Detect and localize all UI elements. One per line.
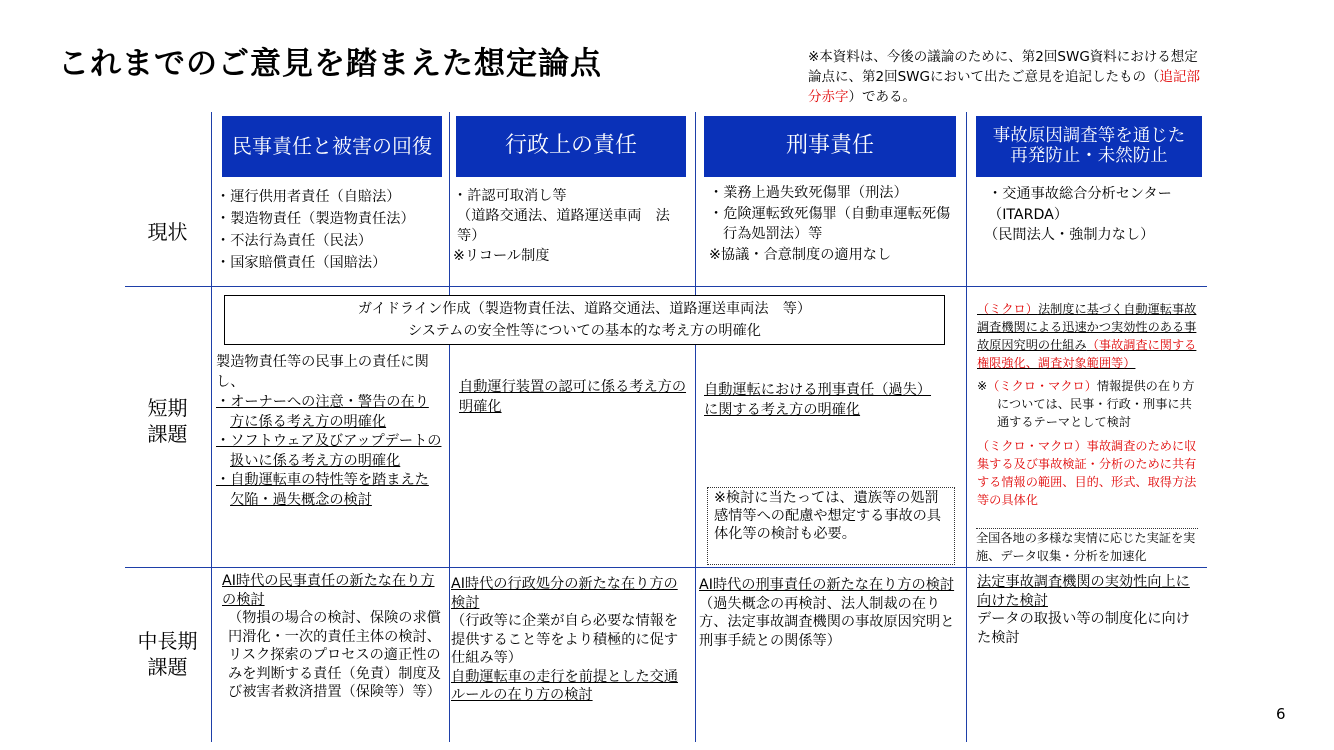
short-admin: 自動運行装置の認可に係る考え方の明確化 [459, 379, 687, 415]
document-note [808, 47, 1298, 107]
list-item: ・製造物責任（製造物責任法） [216, 211, 415, 227]
prevention-item-micro: （ミクロ）法制度に基づく自動運転事故調査機関による迅速かつ実効性のある事故原因究明の仕組み（事故調査に関する権限強化、調査対象範囲等） [977, 302, 1197, 370]
header-prevention: 事故原因調査等を通じた再発防止・未然防止 [976, 116, 1202, 177]
prevention-item-nationwide: 全国各地の多様な実情に応じた実証を実施、データ収集・分析を加速化 [976, 528, 1198, 566]
list-item: （道路交通法、道路運送車両 法 等） [457, 208, 685, 244]
list-item: ・許認可取消し等 [453, 188, 567, 204]
current-admin [453, 186, 691, 266]
row-divider [125, 286, 1207, 287]
prevention-item-scope: （ミクロ・マクロ）事故調査のために収集する及び事故検証・分析のために共有する情報の範囲、目的、形式、取得方法等の具体化 [977, 439, 1197, 507]
list-item: ・交通事故総合分析センター（ITARDA） [988, 186, 1172, 223]
page-title: これまでのご意見を踏まえた想定論点 [58, 46, 602, 82]
header-criminal: 刑事責任 [704, 116, 956, 177]
long-civil: AI時代の民事責任の新たな在り方の検討 （物損の場合の検討、保険の求償円滑化・一次的責任主体の検討、リスク探索のプロセスの適正性のみを判断する責任（免責）制度及び被害者救済措置（保険等）等） [222, 573, 441, 700]
short-criminal: 自動運転における刑事責任（過失）に関する考え方の明確化 [704, 382, 932, 418]
header-civil: 民事責任と被害の回復 [222, 116, 442, 177]
current-civil [216, 186, 448, 274]
column-divider [966, 112, 967, 742]
page-number: 6 [1276, 705, 1286, 723]
note-line-2: 論点に、第2回SWGにおいて出たご意見を追記したもの（追記部 [808, 69, 1200, 85]
current-prevention [984, 184, 1180, 246]
list-item: ・運行供用者責任（自賠法） [216, 189, 401, 205]
long-criminal: AI時代の刑事責任の新たな在り方の検討 （過失概念の再検討、法人制裁の在り方、法定事故調査機関の事故原因究明と刑事手続との関係等） [699, 577, 955, 649]
list-item: ・ソフトウェア及びアップデートの扱いに係る考え方の明確化 [216, 433, 442, 469]
list-item: ・危険運転致死傷罪（自動車運転死傷行為処罰法）等 [709, 205, 951, 242]
list-item: ・業務上過失致死傷罪（刑法） [709, 185, 908, 201]
short-prevention [977, 300, 1201, 509]
list-item: （民間法人・強制力なし） [984, 227, 1155, 243]
row-label-short-term: 短期 課題 [147, 396, 188, 446]
column-divider [449, 112, 450, 742]
long-admin: AI時代の行政処分の新たな在り方の検討 （行政等に企業が自ら必要な情報を提供すること等をより積極的に促す仕組み等） 自動運転車の走行を前提とした交通ルールの在り方の検討 [451, 576, 679, 703]
list-item: ・オーナーへの注意・警告の在り方に係る考え方の明確化 [216, 394, 429, 430]
list-item: ・国家賠償責任（国賠法） [216, 255, 387, 271]
prevention-item-info: ※（ミクロ・マクロ）情報提供の在り方については、民事・行政・刑事に共通するテーマとして検討 [977, 379, 1195, 429]
row-divider [125, 567, 1207, 568]
column-divider [695, 112, 696, 742]
current-criminal [709, 183, 959, 265]
list-item: ・自動運転車の特性等を踏まえた欠陥・過失概念の検討 [216, 472, 429, 508]
list-item: ・不法行為責任（民法） [216, 233, 373, 249]
criminal-note-box: ※検討に当たっては、遺族等の処罰感情等への配慮や想定する事故の具体化等の検討も必要。 [707, 487, 955, 565]
long-prevention: 法定事故調査機関の実効性向上に向けた検討 データの取扱い等の制度化に向けた検討 [977, 574, 1190, 646]
row-label-current: 現状 [147, 220, 188, 244]
guideline-box: ガイドライン作成（製造物責任法、道路交通法、道路運送車両法 等） システムの安全性等についての基本的な考え方の明確化 [224, 295, 945, 345]
list-item: ※協議・合意制度の適用なし [709, 246, 892, 263]
short-civil: 製造物責任等の民事上の責任に関し、 ・オーナーへの注意・警告の在り方に係る考え方の明確化 ・ソフトウェア及びアップデートの扱いに係る考え方の明確化 ・自動運転車の特性等を踏まえた欠陥・過失概念の検討 [216, 353, 442, 510]
note-line-3: 分赤字）である。 [808, 89, 916, 105]
column-divider [211, 112, 212, 742]
list-item: ※リコール制度 [453, 248, 550, 264]
note-line-1: ※本資料は、今後の議論のために、第2回SWG資料における想定 [808, 49, 1198, 65]
row-label-long-term: 中長期 課題 [137, 629, 198, 679]
header-admin: 行政上の責任 [456, 116, 686, 177]
